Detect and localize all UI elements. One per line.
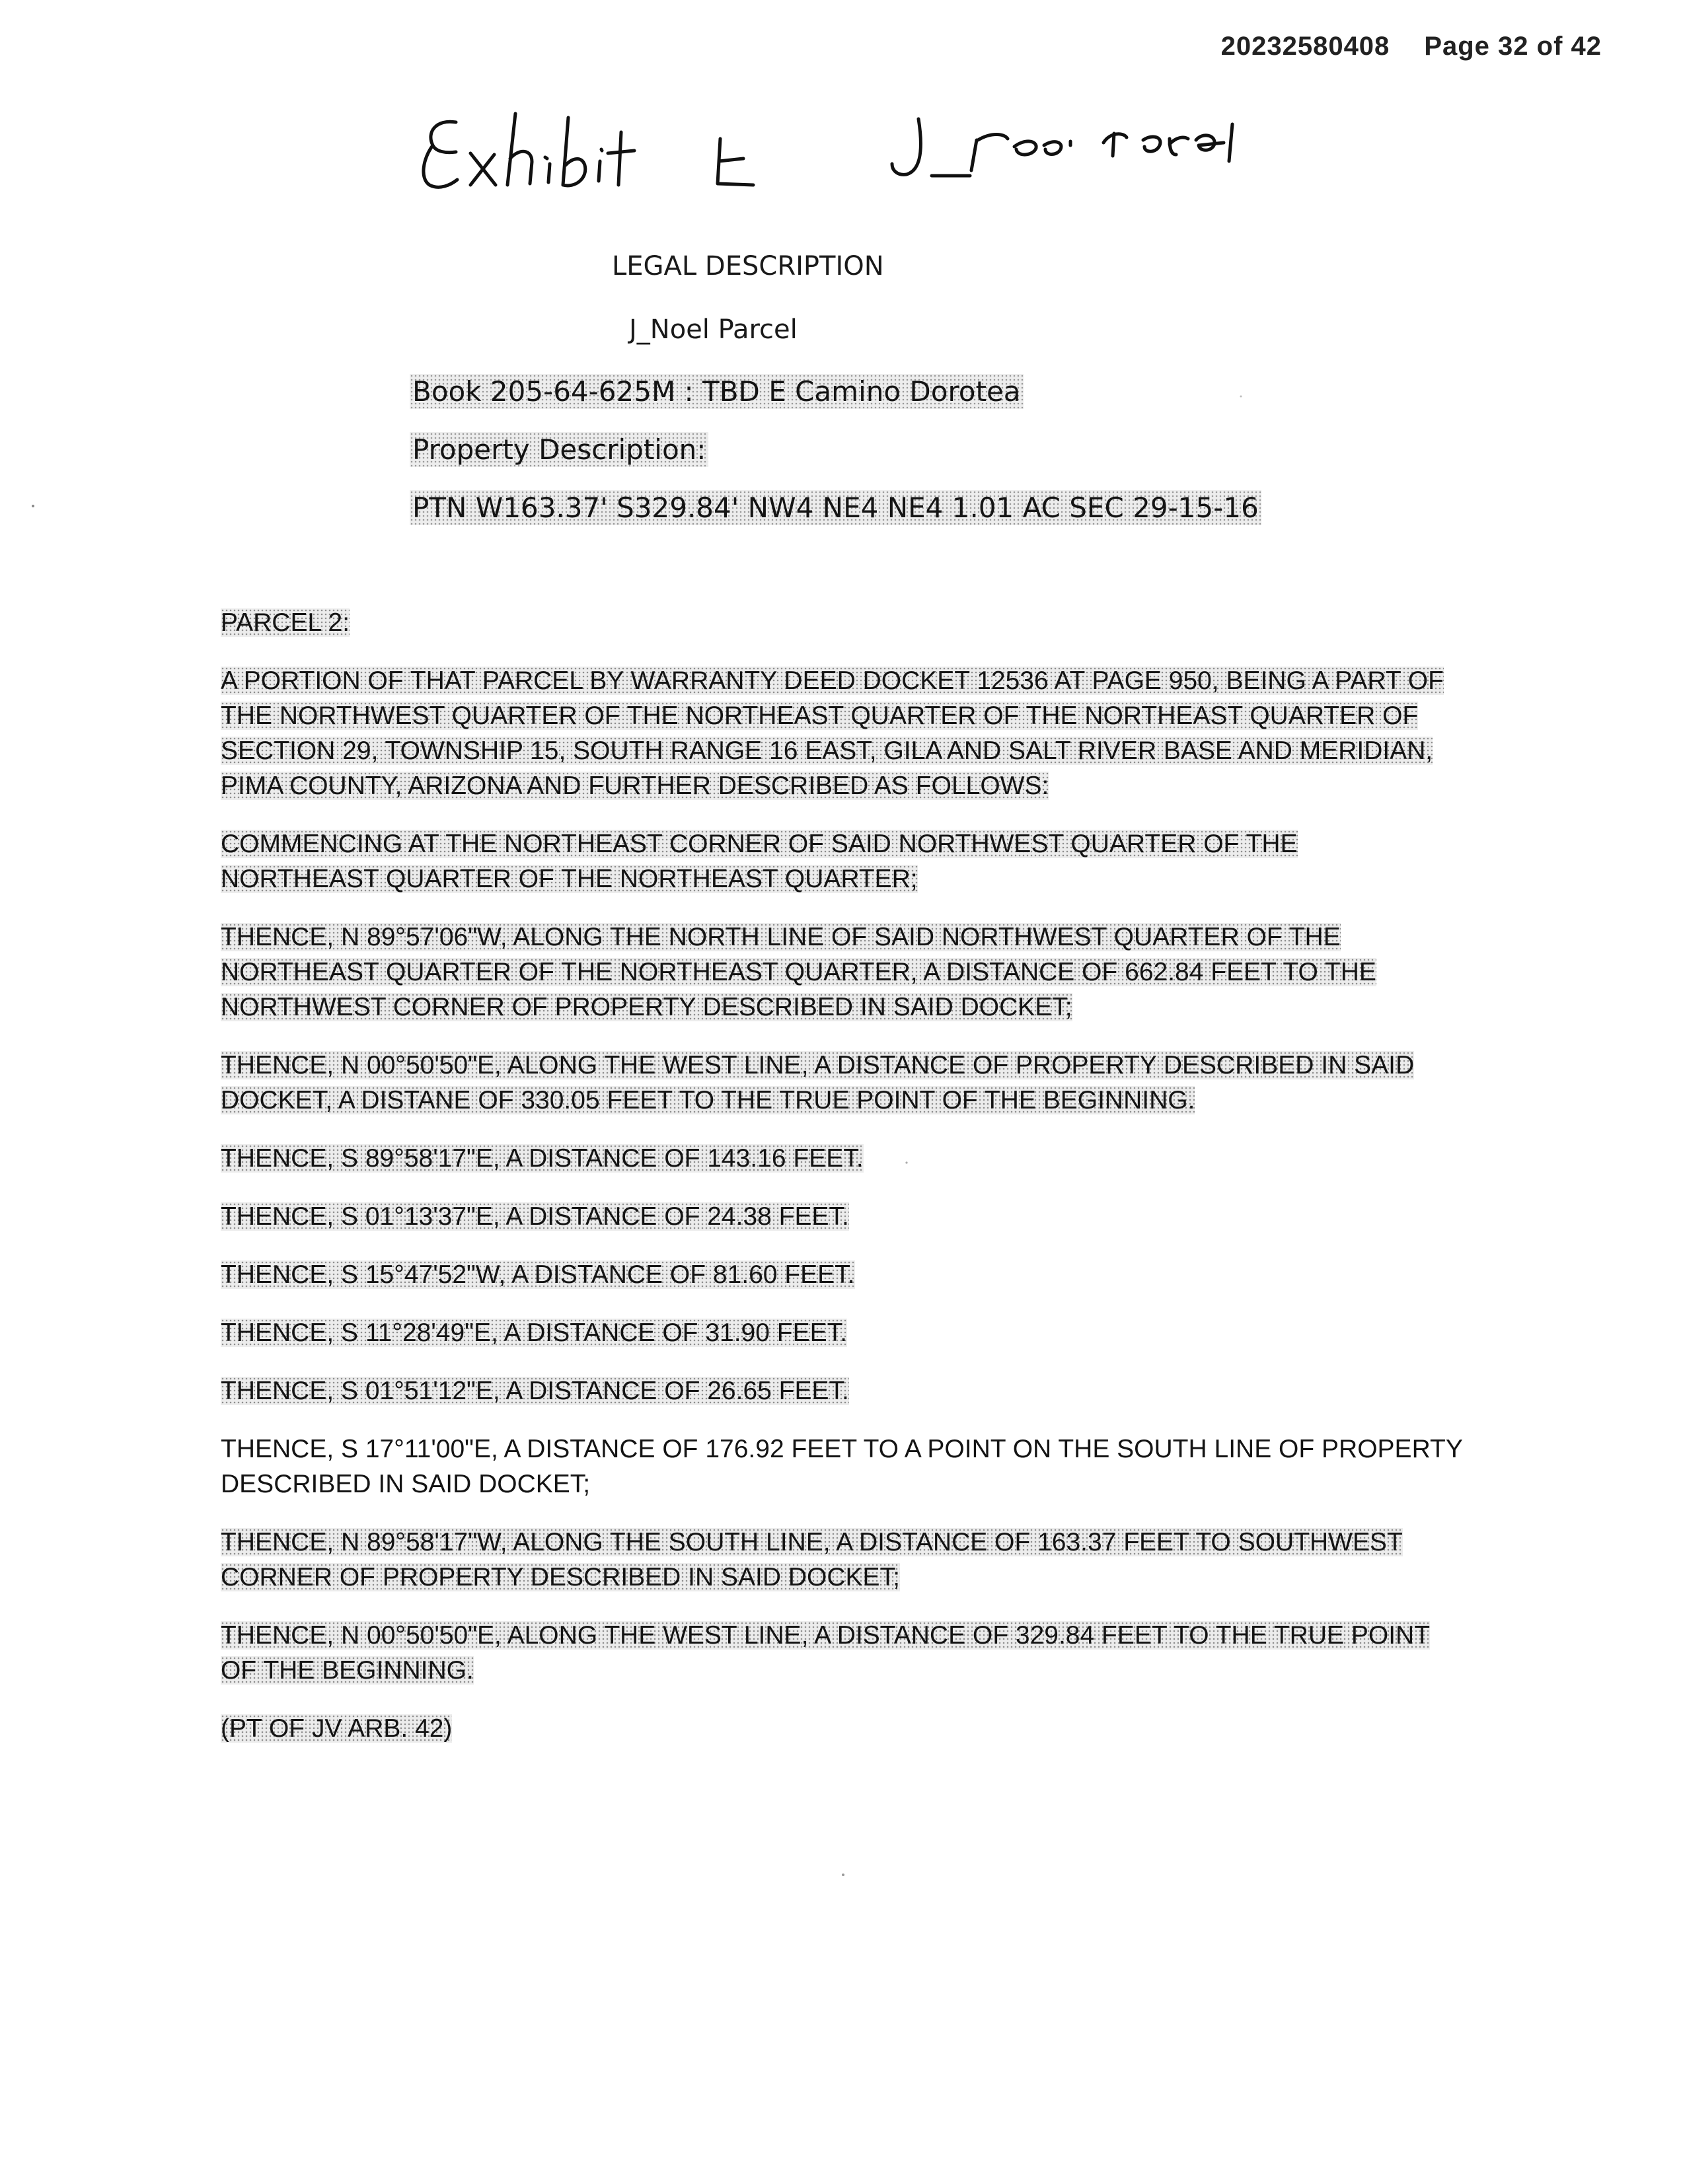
paragraph: THENCE, N 89°58'17"W, ALONG THE SOUTH LINE, A DISTANCE OF 163.37 FEET TO SOUTHWEST CORNER OF PROPERTY DESCRIBED IN SAID DOCKET;: [221, 1528, 1403, 1591]
handwritten-annotation: [410, 92, 1335, 198]
paragraph: COMMENCING AT THE NORTHEAST CORNER OF SAID NORTHWEST QUARTER OF THE NORTHEAST QUARTER OF THE NORTHEAST QUARTER;: [221, 830, 1298, 893]
property-description-label: Property Description:: [410, 432, 708, 467]
parcel-name: J_Noel Parcel: [629, 314, 798, 345]
legal-body: [221, 605, 1463, 1769]
paragraph: THENCE, S 01°51'12"E, A DISTANCE OF 26.65 FEET.: [221, 1377, 849, 1405]
paragraph: THENCE, N 00°50'50"E, ALONG THE WEST LINE, A DISTANCE OF 329.84 FEET TO THE TRUE POINT OF THE BEGINNING.: [221, 1621, 1431, 1685]
paragraph: THENCE, S 89°58'17"E, A DISTANCE OF 143.16 FEET.: [221, 1144, 864, 1173]
ptn-line: PTN W163.37' S329.84' NW4 NE4 NE4 1.01 AC SEC 29-15-16: [410, 490, 1261, 525]
paragraph: A PORTION OF THAT PARCEL BY WARRANTY DEED DOCKET 12536 AT PAGE 950, BEING A PART OF THE NORTHWEST QUARTER OF THE NORTHEAST QUARTER OF THE NORTHEAST QUARTER OF SECTION 29, TOWNSHIP 15, SOUTH RANGE 16 EAST, GILA AND SALT RIVER BASE AND MERIDIAN, PIMA COUNTY, ARIZONA AND FURTHER DESCRIBED AS FOLLOWS:: [221, 667, 1444, 800]
page-number: Page 32 of 42: [1424, 32, 1602, 61]
paragraph: THENCE, N 00°50'50"E, ALONG THE WEST LINE, A DISTANCE OF PROPERTY DESCRIBED IN SAID DOCKET, A DISTANE OF 330.05 FEET TO THE TRUE POINT OF THE BEGINNING.: [221, 1051, 1415, 1114]
parcel-label: PARCEL 2:: [221, 608, 350, 637]
paragraph: (PT OF JV ARB. 42): [221, 1714, 453, 1743]
book-line: Book 205-64-625M : TBD E Camino Dorotea: [410, 374, 1024, 409]
document-number: 20232580408: [1220, 32, 1390, 61]
paragraph: THENCE, S 15°47'52"W, A DISTANCE OF 81.60 FEET.: [221, 1260, 855, 1289]
paragraph: THENCE, S 11°28'49"E, A DISTANCE OF 31.90 FEET.: [221, 1319, 847, 1347]
paragraph: THENCE, N 89°57'06"W, ALONG THE NORTH LINE OF SAID NORTHWEST QUARTER OF THE NORTHEAST QUARTER OF THE NORTHEAST QUARTER, A DISTANCE OF 662.84 FEET TO THE NORTHWEST CORNER OF PROPERTY DESCRIBED IN SAID DOCKET;: [221, 923, 1376, 1021]
page-header: [1221, 32, 1602, 61]
paragraph: THENCE, S 01°13'37"E, A DISTANCE OF 24.38 FEET.: [221, 1202, 849, 1231]
paragraph: THENCE, S 17°11'00"E, A DISTANCE OF 176.92 FEET TO A POINT ON THE SOUTH LINE OF PROPERTY DESCRIBED IN SAID DOCKET;: [221, 1435, 1463, 1498]
legal-description-title: LEGAL DESCRIPTION: [612, 251, 884, 281]
